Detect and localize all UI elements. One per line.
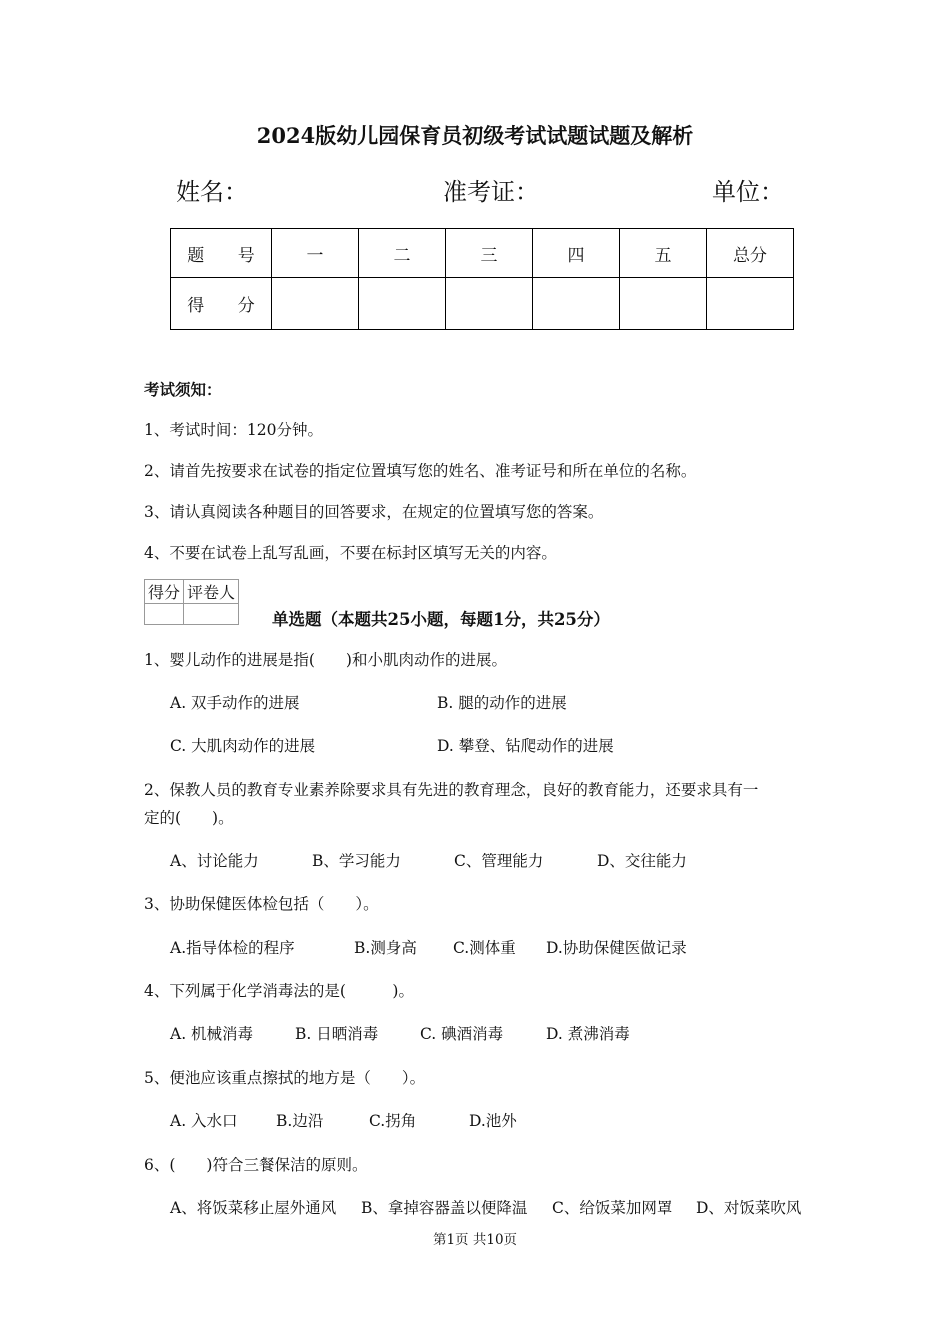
q1-option-d: D. 攀登、钻爬动作的进展 — [437, 737, 614, 755]
document-title: 2024版幼儿园保育员初级考试试题试题及解析 — [256, 123, 694, 148]
question-4: 4、下列属于化学消毒法的是( )。 — [144, 982, 414, 1000]
score-cell-3[interactable] — [446, 278, 533, 330]
q4-option-b: B. 日晒消毒 — [295, 1025, 379, 1043]
q6-option-c: C、给饭菜加网罩 — [552, 1199, 673, 1217]
q6-option-d: D、对饭菜吹风 — [696, 1199, 802, 1217]
question-5: 5、便池应该重点擦拭的地方是（ ）。 — [144, 1069, 426, 1087]
question-3: 3、协助保健医体检包括（ ）。 — [144, 895, 379, 913]
q4-option-a: A. 机械消毒 — [170, 1025, 254, 1043]
question-2: 2、保教人员的教育专业素养除要求具有先进的教育理念，良好的教育能力，还要求具有一 — [144, 781, 759, 799]
q4-option-d: D. 煮沸消毒 — [546, 1025, 630, 1043]
q3-option-b: B.测身高 — [354, 939, 417, 957]
section-4-header: 四 — [533, 229, 620, 278]
section-1-header: 一 — [272, 229, 359, 278]
q6-option-a: A、将饭菜移止屋外通风 — [170, 1199, 337, 1217]
q3-option-c: C.测体重 — [453, 939, 516, 957]
q1-option-b: B. 腿的动作的进展 — [437, 694, 567, 712]
page-footer: 第1页 共10页 — [432, 1232, 518, 1248]
score-table-header-row — [171, 229, 794, 278]
score-cell-2[interactable] — [359, 278, 446, 330]
q1-option-a: A. 双手动作的进展 — [170, 694, 300, 712]
grader-table — [144, 579, 239, 625]
section-3-header: 三 — [446, 229, 533, 278]
q5-option-d: D.池外 — [469, 1112, 517, 1130]
total-header: 总分 — [707, 229, 794, 278]
score-table — [170, 228, 794, 330]
q2-option-d: D、交往能力 — [597, 852, 687, 870]
question-number-header: 题 号 — [171, 229, 272, 278]
q2-option-a: A、讨论能力 — [170, 852, 259, 870]
name-label: 姓名： — [176, 178, 248, 206]
section-title: 单选题（本题共25小题，每题1分，共25分） — [272, 610, 610, 629]
score-cell-1[interactable] — [272, 278, 359, 330]
score-table-score-row — [171, 278, 794, 330]
grader-score-cell[interactable] — [145, 604, 184, 625]
q3-option-a: A.指导体检的程序 — [170, 939, 295, 957]
grader-name-label: 评卷人 — [184, 580, 239, 604]
q5-option-b: B.边沿 — [276, 1112, 324, 1130]
score-cell-5[interactable] — [620, 278, 707, 330]
question-2-continued: 定的( )。 — [144, 809, 234, 827]
notice-heading: 考试须知： — [144, 380, 222, 399]
q6-option-b: B、拿掉容器盖以便降温 — [361, 1199, 528, 1217]
section-2-header: 二 — [359, 229, 446, 278]
notice-item: 1、考试时间：120分钟。 — [144, 421, 323, 439]
exam-number-label: 准考证： — [443, 178, 539, 206]
score-row-label: 得 分 — [171, 278, 272, 330]
q5-option-c: C.拐角 — [369, 1112, 417, 1130]
q4-option-c: C. 碘酒消毒 — [420, 1025, 504, 1043]
q2-option-c: C、管理能力 — [454, 852, 544, 870]
unit-label: 单位： — [712, 178, 784, 206]
grader-name-cell[interactable] — [184, 604, 239, 625]
grader-score-label: 得分 — [145, 580, 184, 604]
q3-option-d: D.协助保健医做记录 — [546, 939, 687, 957]
q1-option-c: C. 大肌肉动作的进展 — [170, 737, 316, 755]
question-6: 6、( )符合三餐保洁的原则。 — [144, 1156, 368, 1174]
notice-item: 4、不要在试卷上乱写乱画，不要在标封区填写无关的内容。 — [144, 544, 557, 562]
score-cell-4[interactable] — [533, 278, 620, 330]
q5-option-a: A. 入水口 — [170, 1112, 238, 1130]
notice-item: 2、请首先按要求在试卷的指定位置填写您的姓名、准考证号和所在单位的名称。 — [144, 462, 697, 480]
question-1: 1、婴儿动作的进展是指( )和小肌肉动作的进展。 — [144, 651, 507, 669]
q2-option-b: B、学习能力 — [312, 852, 401, 870]
notice-item: 3、请认真阅读各种题目的回答要求，在规定的位置填写您的答案。 — [144, 503, 604, 521]
score-cell-total[interactable] — [707, 278, 794, 330]
section-5-header: 五 — [620, 229, 707, 278]
